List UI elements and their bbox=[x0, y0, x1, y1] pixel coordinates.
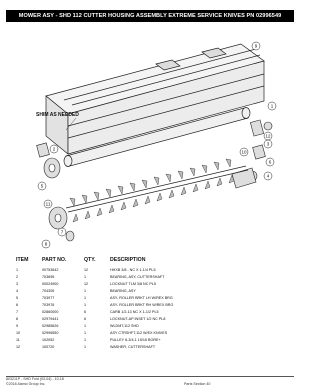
svg-text:3: 3 bbox=[266, 141, 270, 147]
svg-text:8: 8 bbox=[44, 241, 48, 247]
svg-text:9: 9 bbox=[254, 43, 258, 49]
callout-2 bbox=[50, 145, 58, 153]
svg-text:12: 12 bbox=[265, 133, 271, 139]
table-row: 10 02996550 1 ASY CTRSHFT,112 W/EX KNIVES bbox=[16, 331, 168, 335]
callout-5 bbox=[38, 182, 46, 190]
callout-11 bbox=[44, 200, 52, 208]
callout-7 bbox=[58, 228, 66, 236]
table-row: 7 02860000 6 CARB 1/2-13 NC X 1-1/2 PL5 bbox=[16, 310, 159, 314]
table-row: 2 703695 1 BEARING, ASY, CUTTERSHAFT bbox=[16, 275, 165, 279]
svg-text:11: 11 bbox=[45, 201, 51, 207]
table-row: 5 703977 1 ASY- ROLLER BRKT LH W/REX BRG bbox=[16, 296, 173, 300]
page-title: MOWER ASY - SHD 112 CUTTER HOUSING ASSEMBLY EXTREME SERVICE KNIVES PN 02996549 bbox=[6, 10, 294, 22]
cutter-knives bbox=[70, 159, 234, 222]
exploded-parts-diagram bbox=[6, 26, 294, 254]
table-row: 4 704305 1 BEARING, ASY bbox=[16, 289, 136, 293]
table-row: 11 102052 1 PULLEY 6-3/4-1 15/16 BORE+ bbox=[16, 338, 161, 342]
table-row: 12 100720 1 WASHER, CUTTERSHAFT bbox=[16, 345, 156, 349]
parts-table bbox=[12, 267, 292, 351]
table-row: 3 00024900 12 LOCKNUT TLM 3/8 NC PL5 bbox=[16, 282, 156, 286]
table-row: 6 703976 1 ASY- ROLLER BRKT RH W/REX BRG bbox=[16, 303, 174, 307]
svg-text:10: 10 bbox=[241, 149, 247, 155]
svg-text:2: 2 bbox=[52, 146, 56, 152]
footer-code: 803211P - SHD Fold (03-04) - 10-18 bbox=[6, 377, 64, 381]
svg-text:1: 1 bbox=[270, 103, 274, 109]
callout-4 bbox=[264, 172, 272, 180]
col-item: ITEM bbox=[16, 257, 29, 263]
cuttershaft bbox=[66, 166, 248, 212]
callout-9 bbox=[252, 42, 260, 50]
footer-copyright: ©2018 Alamo Group Inc. bbox=[6, 382, 46, 386]
svg-text:4: 4 bbox=[266, 173, 270, 179]
svg-text:5: 5 bbox=[40, 183, 44, 189]
footer-section: Parts Section 40 bbox=[184, 382, 211, 386]
col-qty: QTY. bbox=[84, 257, 96, 263]
col-description: DESCRIPTION bbox=[110, 257, 146, 263]
svg-text:7: 7 bbox=[60, 229, 64, 235]
callout-1 bbox=[268, 102, 276, 110]
callout-8 bbox=[42, 240, 50, 248]
col-part-no: PART NO. bbox=[42, 257, 67, 263]
table-row: 9 02985626 1 WLDMT,112 SHD bbox=[16, 324, 139, 328]
table-row: 8 02979441 6 LOCKNUT-AP INSET 1/2 NC PL8 bbox=[16, 317, 166, 321]
callout-3 bbox=[264, 140, 272, 148]
svg-text:6: 6 bbox=[268, 159, 272, 165]
parts-table-header bbox=[12, 257, 292, 266]
callout-6 bbox=[266, 158, 274, 166]
callout-10 bbox=[240, 148, 248, 156]
table-row: 1 00753642 12 HHXB 3/8 - NC X 1-1/4 PL5 bbox=[16, 268, 156, 272]
callout-12 bbox=[264, 132, 272, 140]
shim-note-text: SHIM AS NEEDED bbox=[36, 112, 79, 118]
